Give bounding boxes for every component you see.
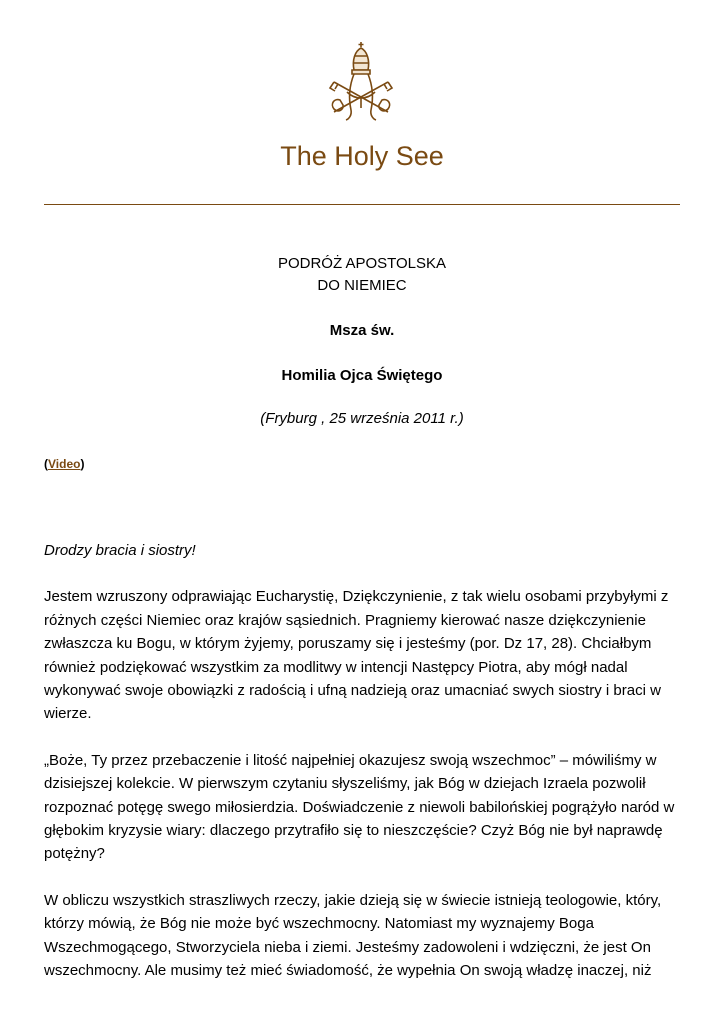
place-date: (Fryburg , 25 września 2011 r.) [260,410,464,427]
site-title: The Holy See [280,141,444,171]
homily-heading: Homilia Ojca Świętego [281,367,443,384]
header-divider [44,204,680,205]
paragraph-2: „Boże, Ty przez przebaczenie i litość najpełniej okazujesz swoją wszechmoc” – mówiliśmy w dzisiejszej kolekcie. W pierwszym czytaniu słyszeliśmy, jak Bóg w dziejach Izraela pozwolił rozpoznać potęgę swego miłosierdzia. Doświadczenie z niewoli babilońskiej pogrążyło naród w głębokim kryzysie wiary: dlaczego przytrafiło się to nieszczęście? Czyż Bóg nie był naprawdę potężny? [44,751,675,863]
mass-heading: Msza św. [329,322,395,339]
heading-line-1: PODRÓŻ APOSTOLSKA [277,255,447,272]
emblem [322,40,400,122]
video-paren-open: ( [44,457,48,471]
paragraph-3: W obliczu wszystkich straszliwych rzeczy, jakie dzieją się w świecie istnieją teologowie, który, którzy mówią, że Bóg nie może być wszechmocny. Natomiast my wyznajemy Boga Wszechmogącego, Stworzyciela nieba i ziemi. Jesteśmy zadowoleni i wdzięczni, że jest On wszechmocny. Ale musimy też mieć świadomość, że wypełnia On swoją władzę inaczej, niż [44,891,662,980]
homily-body [44,539,684,1006]
paragraph-1: Jestem wzruszony odprawiając Eucharystię, Dziękczynienie, z tak wielu osobami przybyłymi z różnych części Niemiec oraz krajów sąsiednich. Pragniemy kierować nasze dziękczynienie zwłaszcza ku Bogu, w którym żyjemy, poruszamy się i jesteśmy (por. Dz 17, 28). Chciałbym również podziękować wszystkim za modlitwy w intencji Następcy Piotra, aby mógł nadal wykonywać swoje obowiązki z radością i ufną nadzieją oraz umacniać swych siostry i braci w wierze. [44,588,669,723]
heading-line-2: DO NIEMIEC [317,277,407,294]
greeting: Drodzy bracia i siostry! [44,542,196,559]
papal-keys-tiara-icon [322,40,400,122]
video-link-group [44,455,84,473]
video-paren-close: ) [80,457,85,471]
video-link[interactable]: Video [48,457,81,471]
